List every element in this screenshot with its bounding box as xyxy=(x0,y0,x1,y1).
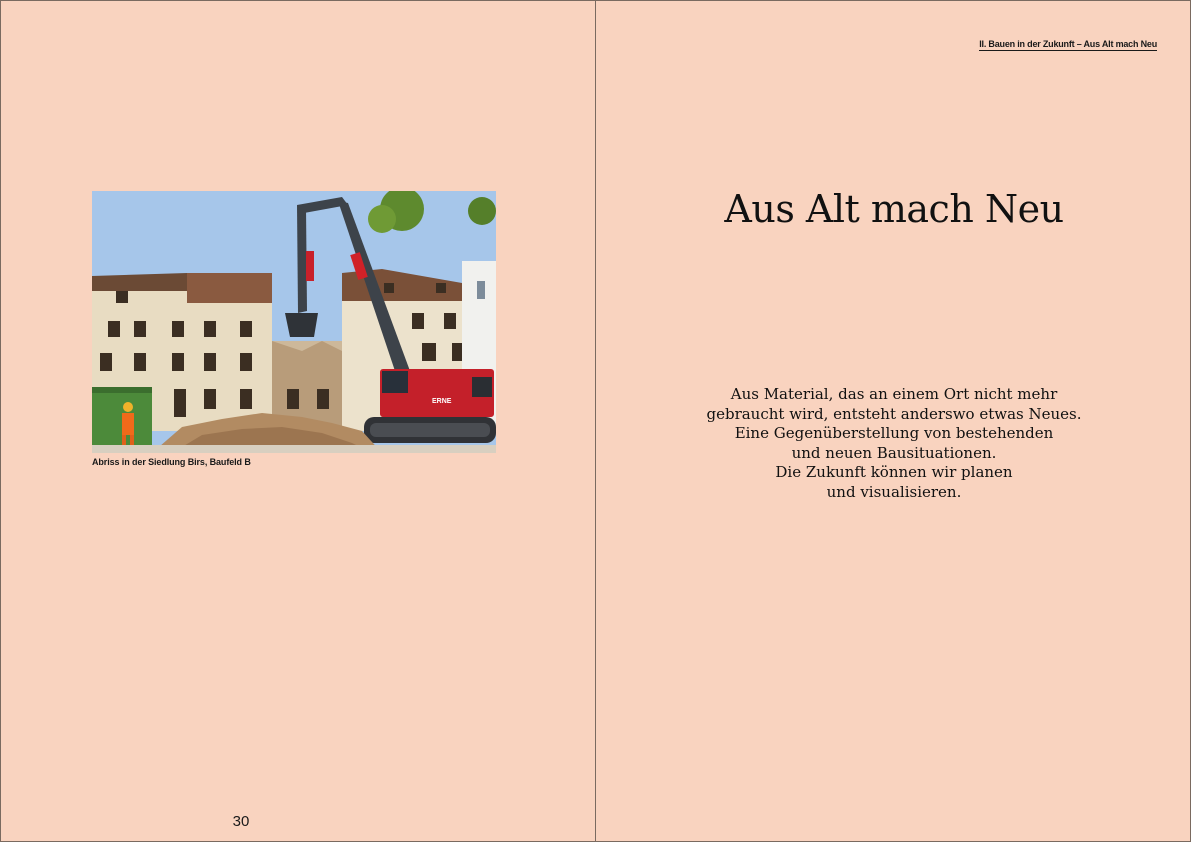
lead-line: gebraucht wird, entsteht anderswo etwas Neues. xyxy=(706,404,1082,423)
lead-line: Aus Material, das an einem Ort nicht mehr xyxy=(730,385,1058,403)
lead-line: Eine Gegenüberstellung von bestehenden xyxy=(734,424,1054,442)
lead-line: Die Zukunft können wir planen xyxy=(775,463,1013,481)
page-number: 30 xyxy=(232,813,250,830)
excavator-label: ERNE xyxy=(432,398,452,405)
demolition-illustration xyxy=(92,191,496,453)
lead-paragraph xyxy=(596,385,1191,502)
photo-caption: Abriss in der Siedlung Birs, Baufeld B xyxy=(92,457,251,467)
lead-line: und neuen Bausituationen. xyxy=(791,443,997,462)
demolition-photo xyxy=(92,191,496,453)
right-page xyxy=(595,0,1191,842)
lead-line: und visualisieren. xyxy=(826,482,962,501)
running-head: II. Bauen in der Zukunft – Aus Alt mach Neu xyxy=(979,39,1157,49)
chapter-title: Aus Alt mach Neu xyxy=(724,187,1064,231)
